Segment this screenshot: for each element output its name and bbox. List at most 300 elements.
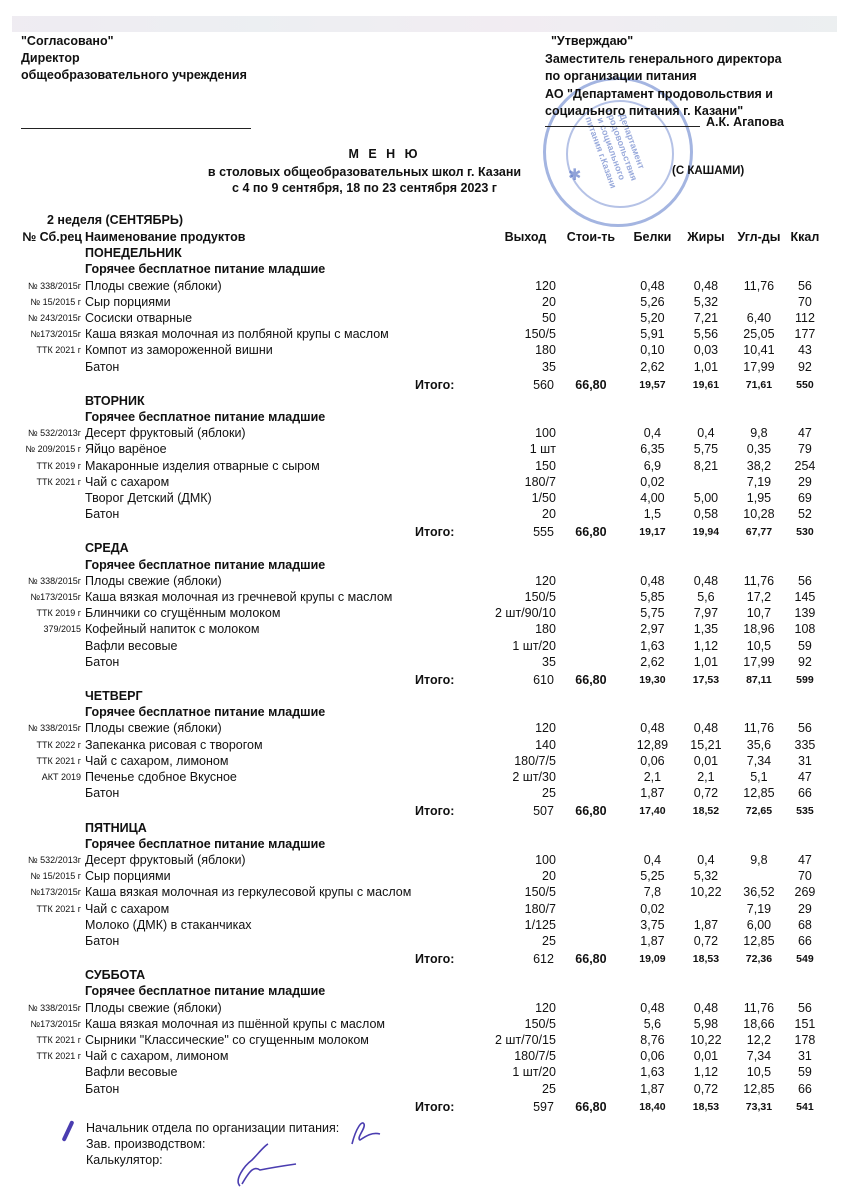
cost-value <box>556 868 626 884</box>
carbs-value: 6,00 <box>746 917 772 932</box>
total-output: 612 <box>533 951 554 966</box>
cost-value <box>556 326 626 342</box>
protein-value: 6,9 <box>643 458 662 473</box>
section-heading-row <box>8 704 825 720</box>
cost-value <box>556 441 626 457</box>
total-cost: 66,80 <box>575 804 607 819</box>
total-carbs: 71,61 <box>745 378 773 391</box>
day-name: ПЯТНИЦА <box>85 820 147 835</box>
output-value: 100 <box>535 852 556 867</box>
menu-body <box>8 245 825 1115</box>
protein-value: 1,87 <box>640 786 665 801</box>
total-protein: 17,40 <box>639 805 666 818</box>
recipe-code <box>8 1064 85 1080</box>
recipe-code: ТТК 2021 г <box>36 755 81 766</box>
fat-value: 0,01 <box>693 753 719 768</box>
signature-mark-icon <box>62 1120 75 1142</box>
carbs-value: 35,6 <box>746 737 772 752</box>
kcal-value: 269 <box>794 885 816 900</box>
stamp-star-icon: ✱ <box>568 167 582 184</box>
recipe-code <box>8 933 85 949</box>
product-name: Кофейный напиток с молоком <box>85 622 260 637</box>
output-value: 180 <box>535 622 556 637</box>
table-row <box>8 441 825 457</box>
approve-label: "Утверждаю" <box>551 34 634 48</box>
product-name: Батон <box>85 654 120 669</box>
recipe-code: № 532/2013г <box>28 428 81 439</box>
protein-value: 2,97 <box>640 622 665 637</box>
product-name: Сосиски отварные <box>85 311 193 326</box>
product-name: Творог Детский (ДМК) <box>85 491 212 506</box>
protein-value: 7,8 <box>643 885 662 900</box>
day-name: СРЕДА <box>85 541 129 556</box>
fat-value <box>679 901 733 917</box>
protein-value: 5,25 <box>640 869 665 884</box>
output-value: 120 <box>535 721 556 736</box>
total-row <box>8 375 825 393</box>
section-name: Горячее бесплатное питание младшие <box>85 984 326 999</box>
section-name: Горячее бесплатное питание младшие <box>85 836 326 851</box>
table-row <box>8 605 825 621</box>
product-name: Яйцо варёное <box>85 442 167 457</box>
protein-value: 0,48 <box>640 721 665 736</box>
kcal-value: 47 <box>797 770 812 785</box>
product-name: Плоды свежие (яблоки) <box>85 1000 222 1015</box>
fat-value: 1,01 <box>693 654 719 669</box>
cost-value <box>556 605 626 621</box>
recipe-code: №173/2015г <box>30 887 81 898</box>
output-value: 180/7 <box>524 474 556 489</box>
protein-value: 3,75 <box>640 917 665 932</box>
fat-value: 5,32 <box>693 294 719 309</box>
recipe-code <box>8 359 85 375</box>
fat-value: 0,4 <box>697 426 715 441</box>
recipe-code <box>8 917 85 933</box>
signature-scribble-icon <box>346 1118 386 1148</box>
carbs-value: 7,34 <box>746 753 772 768</box>
kcal-value: 66 <box>797 1081 812 1096</box>
product-name: Чай с сахаром <box>85 474 170 489</box>
recipe-code: АКТ 2019 <box>41 772 81 783</box>
day-heading-row <box>8 820 825 836</box>
product-name: Каша вязкая молочная из геркулесовой крупы с маслом <box>85 885 412 900</box>
product-name: Чай с сахаром, лимоном <box>85 753 229 768</box>
table-row <box>8 474 825 490</box>
table-header-row <box>8 229 825 245</box>
week-label: 2 неделя (СЕНТЯБРЬ) <box>47 213 183 227</box>
recipe-code: № 15/2015 г <box>30 871 81 882</box>
footer-signatures <box>86 1120 339 1168</box>
fat-value: 10,22 <box>690 1032 722 1047</box>
total-cost: 66,80 <box>575 377 607 392</box>
output-value: 2 шт/90/10 <box>495 606 556 621</box>
kcal-value: 52 <box>797 507 812 522</box>
fat-value: 1,12 <box>693 1065 719 1080</box>
protein-value: 1,5 <box>643 507 662 522</box>
carbs-value: 11,76 <box>743 1000 775 1015</box>
total-fat: 19,61 <box>692 378 720 391</box>
protein-value: 6,35 <box>640 442 665 457</box>
total-protein: 19,57 <box>639 378 666 391</box>
cost-value <box>556 310 626 326</box>
output-value: 25 <box>542 786 556 801</box>
output-value: 180 <box>535 343 556 358</box>
col-header-protein: Белки <box>633 230 672 244</box>
cost-value <box>556 1048 626 1064</box>
cost-value <box>556 753 626 769</box>
fat-value: 5,56 <box>693 327 719 342</box>
fat-value: 0,48 <box>693 573 719 588</box>
table-row <box>8 278 825 294</box>
fat-value <box>679 474 733 490</box>
day-heading-row <box>8 393 825 409</box>
protein-value: 0,02 <box>640 474 665 489</box>
protein-value: 4,00 <box>640 491 665 506</box>
protein-value: 0,48 <box>640 1000 665 1015</box>
carbs-value: 25,05 <box>743 327 775 342</box>
total-kcal: 599 <box>796 673 814 686</box>
menu-variant: (С КАШАМИ) <box>672 165 745 177</box>
recipe-code: № 243/2015г <box>28 313 81 324</box>
approve-signature-line <box>545 126 700 127</box>
section-heading-row <box>8 557 825 573</box>
total-fat: 18,53 <box>692 1100 720 1113</box>
product-name: Плоды свежие (яблоки) <box>85 278 222 293</box>
col-header-kcal: Ккал <box>790 230 820 244</box>
fat-value: 0,58 <box>693 507 719 522</box>
carbs-value: 0,35 <box>746 442 772 457</box>
kcal-value: 178 <box>794 1032 816 1047</box>
col-header-spacer <box>415 229 495 245</box>
recipe-code: № 338/2015г <box>28 280 81 291</box>
total-protein: 18,40 <box>639 1100 666 1113</box>
section-heading-row <box>8 836 825 852</box>
kcal-value: 56 <box>797 278 812 293</box>
carbs-value: 7,19 <box>746 474 772 489</box>
cost-value <box>556 1016 626 1032</box>
fat-value: 1,35 <box>693 622 719 637</box>
carbs-value: 17,2 <box>746 590 772 605</box>
table-row <box>8 425 825 441</box>
recipe-code <box>8 654 85 670</box>
recipe-code: ТТК 2019 г <box>36 608 81 619</box>
fat-value: 0,72 <box>693 786 719 801</box>
fat-value: 2,1 <box>697 770 715 785</box>
output-value: 150 <box>535 458 556 473</box>
carbs-value: 12,85 <box>743 933 775 948</box>
carbs-value: 1,95 <box>746 491 772 506</box>
total-label: Итого: <box>415 377 455 392</box>
protein-value: 1,63 <box>640 1065 665 1080</box>
fat-value: 8,21 <box>693 458 719 473</box>
table-row <box>8 933 825 949</box>
cost-value <box>556 654 626 670</box>
fat-value: 15,21 <box>690 737 722 752</box>
product-name: Макаронные изделия отварные с сыром <box>85 458 320 473</box>
cost-value <box>556 342 626 358</box>
output-value: 180/7 <box>524 901 556 916</box>
total-label: Итого: <box>415 951 455 966</box>
output-value: 20 <box>542 294 556 309</box>
col-header-cost: Стои-ть <box>566 230 616 244</box>
fat-value: 0,01 <box>693 1049 719 1064</box>
protein-value: 5,85 <box>640 590 665 605</box>
table-row <box>8 310 825 326</box>
section-heading-row <box>8 409 825 425</box>
total-fat: 17,53 <box>692 673 720 686</box>
table-row <box>8 294 825 310</box>
output-value: 100 <box>535 426 556 441</box>
day-name: ЧЕТВЕРГ <box>85 689 143 704</box>
kcal-value: 56 <box>797 573 812 588</box>
output-value: 120 <box>535 573 556 588</box>
cost-value <box>556 785 626 801</box>
fat-value: 0,03 <box>693 343 719 358</box>
recipe-code: № 532/2013г <box>28 854 81 865</box>
protein-value: 0,06 <box>640 1049 665 1064</box>
total-kcal: 541 <box>796 1100 814 1113</box>
table-row <box>8 326 825 342</box>
approve-block <box>545 33 782 121</box>
carbs-value: 11,76 <box>743 278 775 293</box>
product-name: Каша вязкая молочная из полбяной крупы с маслом <box>85 327 389 342</box>
kcal-value: 108 <box>794 622 816 637</box>
fat-value: 0,48 <box>693 278 719 293</box>
total-row <box>8 670 825 688</box>
recipe-code <box>8 785 85 801</box>
product-name: Чай с сахаром <box>85 901 170 916</box>
recipe-code: №173/2015г <box>30 329 81 340</box>
kcal-value: 59 <box>797 1065 812 1080</box>
total-cost: 66,80 <box>575 672 607 687</box>
kcal-value: 66 <box>797 786 812 801</box>
table-row <box>8 490 825 506</box>
agreed-label: "Согласовано" <box>21 34 114 48</box>
fat-value: 5,75 <box>693 442 719 457</box>
output-value: 180/7/5 <box>514 1049 556 1064</box>
total-protein: 19,17 <box>639 526 666 539</box>
section-name: Горячее бесплатное питание младшие <box>85 705 326 720</box>
kcal-value: 254 <box>794 458 816 473</box>
output-value: 120 <box>535 278 556 293</box>
total-output: 560 <box>533 377 554 392</box>
table-row <box>8 589 825 605</box>
table-row <box>8 917 825 933</box>
recipe-code <box>8 490 85 506</box>
carbs-value: 36,52 <box>743 885 775 900</box>
fat-value: 1,01 <box>693 359 719 374</box>
signature-scribble-icon <box>230 1140 300 1190</box>
output-value: 180/7/5 <box>514 753 556 768</box>
total-row <box>8 802 825 820</box>
total-kcal: 535 <box>796 805 814 818</box>
approve-line-2: по организации питания <box>545 69 697 83</box>
total-label: Итого: <box>415 525 455 540</box>
kcal-value: 68 <box>797 917 812 932</box>
carbs-value <box>733 868 785 884</box>
protein-value: 1,87 <box>640 933 665 948</box>
kcal-value: 112 <box>794 311 815 326</box>
carbs-value: 12,85 <box>743 1081 775 1096</box>
fat-value: 0,72 <box>693 933 719 948</box>
table-row <box>8 868 825 884</box>
cost-value <box>556 1081 626 1097</box>
protein-value: 8,76 <box>640 1032 665 1047</box>
table-row <box>8 1048 825 1064</box>
kcal-value: 59 <box>797 638 812 653</box>
cost-value <box>556 933 626 949</box>
fat-value: 0,4 <box>697 852 715 867</box>
recipe-code: №173/2015г <box>30 592 81 603</box>
carbs-value: 5,1 <box>750 770 768 785</box>
recipe-code: № 209/2015 г <box>25 444 81 455</box>
table-row <box>8 621 825 637</box>
protein-value: 5,20 <box>640 311 665 326</box>
carbs-value <box>733 294 785 310</box>
recipe-code: ТТК 2019 г <box>36 460 81 471</box>
cost-value <box>556 294 626 310</box>
table-row <box>8 1032 825 1048</box>
section-heading-row <box>8 983 825 999</box>
carbs-value: 11,76 <box>743 721 775 736</box>
total-kcal: 550 <box>796 378 814 391</box>
protein-value: 2,1 <box>643 770 662 785</box>
protein-value: 5,91 <box>640 327 665 342</box>
recipe-code: №173/2015г <box>30 1018 81 1029</box>
approve-line-3: АО "Департамент продовольствия и <box>545 86 773 101</box>
table-row <box>8 737 825 753</box>
cost-value <box>556 769 626 785</box>
recipe-code: ТТК 2021 г <box>36 345 81 356</box>
kcal-value: 79 <box>797 442 812 457</box>
kcal-value: 92 <box>797 359 812 374</box>
product-name: Компот из замороженной вишни <box>85 343 273 358</box>
section-heading-row <box>8 261 825 277</box>
kcal-value: 29 <box>797 474 812 489</box>
cost-value <box>556 573 626 589</box>
total-label: Итого: <box>415 804 455 819</box>
fat-value: 0,48 <box>693 721 719 736</box>
output-value: 150/5 <box>524 327 556 342</box>
carbs-value: 7,34 <box>746 1049 772 1064</box>
table-row <box>8 1081 825 1097</box>
table-row <box>8 1016 825 1032</box>
product-name: Каша вязкая молочная из пшённой крупы с маслом <box>85 1016 386 1031</box>
table-row <box>8 342 825 358</box>
protein-value: 0,02 <box>640 901 665 916</box>
product-name: Чай с сахаром, лимоном <box>85 1049 229 1064</box>
carbs-value: 38,2 <box>746 458 772 473</box>
product-name: Блинчики со сгущённым молоком <box>85 606 281 621</box>
table-row <box>8 852 825 868</box>
output-value: 2 шт/70/15 <box>495 1032 556 1047</box>
carbs-value: 7,19 <box>746 901 772 916</box>
protein-value: 0,10 <box>640 343 665 358</box>
section-name: Горячее бесплатное питание младшие <box>85 557 326 572</box>
fat-value: 1,12 <box>693 638 719 653</box>
product-name: Батон <box>85 933 120 948</box>
recipe-code: ТТК 2022 г <box>36 739 81 750</box>
recipe-code: ТТК 2021 г <box>36 1034 81 1045</box>
col-header-code: № Сб.рец <box>22 230 82 244</box>
table-row <box>8 573 825 589</box>
protein-value: 12,89 <box>636 737 669 752</box>
total-fat: 19,94 <box>692 526 720 539</box>
kcal-value: 151 <box>794 1016 816 1031</box>
total-output: 610 <box>533 672 554 687</box>
recipe-code <box>8 638 85 654</box>
cost-value <box>556 621 626 637</box>
page-dates: с 4 по 9 сентября, 18 по 23 сентября 2023 г <box>232 181 497 195</box>
total-row <box>8 949 825 967</box>
recipe-code <box>8 506 85 522</box>
section-name: Горячее бесплатное питание младшие <box>85 262 326 277</box>
output-value: 25 <box>542 1081 556 1096</box>
protein-value: 0,48 <box>640 573 665 588</box>
day-heading-row <box>8 688 825 704</box>
output-value: 1/125 <box>524 917 556 932</box>
fat-value: 7,21 <box>693 311 719 326</box>
carbs-value: 10,5 <box>746 1065 772 1080</box>
carbs-value: 12,2 <box>746 1032 772 1047</box>
output-value: 2 шт/30 <box>512 770 556 785</box>
cost-value <box>556 506 626 522</box>
cost-value <box>556 278 626 294</box>
fat-value: 0,72 <box>693 1081 719 1096</box>
output-value: 150/5 <box>524 1016 556 1031</box>
carbs-value: 17,99 <box>743 359 775 374</box>
table-row <box>8 884 825 900</box>
total-carbs: 87,11 <box>746 673 772 686</box>
col-header-fat: Жиры <box>687 230 725 244</box>
kcal-value: 335 <box>794 737 816 752</box>
protein-value: 5,6 <box>643 1016 662 1031</box>
output-value: 1 шт/20 <box>512 1065 556 1080</box>
total-protein: 19,30 <box>639 673 666 686</box>
output-value: 20 <box>542 507 556 522</box>
fat-value: 5,6 <box>697 590 715 605</box>
total-cost: 66,80 <box>575 951 607 966</box>
total-cost: 66,80 <box>575 1099 607 1114</box>
kcal-value: 29 <box>797 901 812 916</box>
carbs-value: 12,85 <box>743 786 775 801</box>
table-row <box>8 785 825 801</box>
fat-value: 0,48 <box>693 1000 719 1015</box>
table-row <box>8 359 825 375</box>
kcal-value: 145 <box>794 590 816 605</box>
total-row <box>8 522 825 540</box>
product-name: Сыр порциями <box>85 294 171 309</box>
total-row <box>8 1097 825 1115</box>
agreed-org: общеобразовательного учреждения <box>21 68 247 82</box>
product-name: Вафли весовые <box>85 638 178 653</box>
agreed-signature-line <box>21 128 251 129</box>
product-name: Батон <box>85 359 120 374</box>
footer-calculator: Калькулятор: <box>86 1153 163 1167</box>
cost-value <box>556 425 626 441</box>
output-value: 1/50 <box>531 491 556 506</box>
total-fat: 18,52 <box>692 805 720 818</box>
kcal-value: 31 <box>797 1049 812 1064</box>
carbs-value: 18,96 <box>743 622 775 637</box>
carbs-value: 11,76 <box>743 573 775 588</box>
kcal-value: 139 <box>794 606 816 621</box>
protein-value: 5,75 <box>640 606 665 621</box>
product-name: Батон <box>85 507 120 522</box>
kcal-value: 31 <box>797 753 812 768</box>
recipe-code: ТТК 2021 г <box>36 476 81 487</box>
protein-value: 0,4 <box>643 852 662 867</box>
